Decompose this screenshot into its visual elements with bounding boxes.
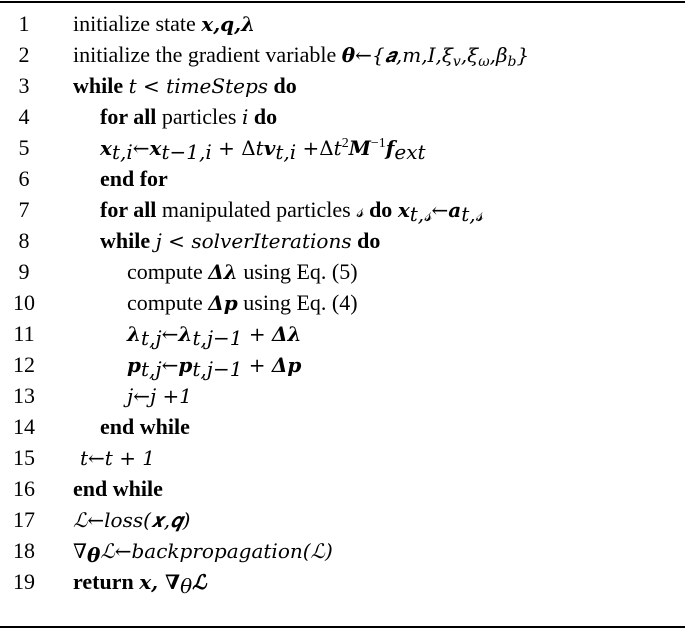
- keyword-do: do: [253, 104, 278, 129]
- delta-lambda: Δ𝝀: [208, 260, 238, 284]
- line-body: [80, 442, 155, 474]
- bottom-rule: [0, 626, 685, 628]
- keyword-return: return: [73, 569, 134, 594]
- line-body: $\nabla_𝜽ℒ\leftarrow 𝑏𝑎𝑐𝑘𝑝𝑟𝑜𝑝𝑎𝑔𝑎𝑡𝑖𝑜𝑛(ℒ)$: [73, 539, 333, 567]
- math-s: 𝓈: [356, 198, 364, 222]
- compute-text: compute: [127, 259, 203, 284]
- line-number: 5: [18, 135, 30, 160]
- keyword-for-all: for all: [100, 104, 157, 129]
- line-body: [127, 318, 302, 350]
- algorithm-line-7: [0, 194, 685, 225]
- keyword-end-while: end while: [73, 476, 163, 501]
- line-number: 7: [18, 197, 30, 222]
- loss-assignment: ℒ←𝑙𝑜𝑠𝑠(𝒙,𝒒): [73, 508, 191, 532]
- backprop-assignment: ℒ←𝑏𝑎𝑐𝑘𝑝𝑟𝑜𝑝𝑎𝑔𝑎𝑡𝑖𝑜𝑛(ℒ): [100, 539, 333, 563]
- line-body: [100, 101, 277, 133]
- nabla-symbol: ∇: [73, 539, 87, 563]
- line-number: 17: [13, 507, 35, 532]
- line-body: [73, 39, 529, 71]
- line-body: [73, 473, 163, 504]
- keyword-end-for: end for: [100, 166, 168, 191]
- algorithm-line-5: [0, 132, 685, 163]
- algorithm-line-8: [0, 225, 685, 256]
- math-i: 𝑖: [241, 105, 249, 129]
- keyword-while: while: [100, 228, 151, 253]
- line-number: 18: [13, 538, 35, 563]
- algorithm-line-1: [0, 8, 685, 39]
- line-number: 8: [18, 228, 30, 253]
- state-variables: 𝒙,𝒒,𝝀: [201, 12, 256, 36]
- keyword-for-all: for all: [100, 197, 157, 222]
- algorithm-line-12: [0, 349, 685, 380]
- line-number: 16: [13, 476, 35, 501]
- p-update-formula: 𝒑$_{t,j}$←𝒑$_{t,j-1}$ + Δ𝒑: [127, 353, 302, 381]
- line-body: [127, 256, 358, 288]
- line-number: 6: [18, 166, 30, 191]
- line-number: 9: [18, 259, 30, 284]
- line-number: 10: [13, 290, 35, 315]
- less-than: <: [136, 74, 167, 98]
- algorithm-line-4: [0, 101, 685, 132]
- keyword-while: while: [73, 73, 124, 98]
- delta-p: Δ𝒑: [208, 291, 238, 315]
- math-t: 𝑡: [128, 74, 137, 98]
- line-body: [100, 411, 190, 442]
- line-number: 1: [18, 11, 30, 36]
- algorithm-line-2: [0, 39, 685, 70]
- j-increment: 𝑗←𝑗 +1: [127, 384, 192, 408]
- line-body: [127, 349, 301, 381]
- keyword-do: do: [369, 197, 393, 222]
- keyword-do: do: [273, 73, 297, 98]
- compute-text: compute: [127, 290, 203, 315]
- position-update-formula: 𝒙$_{t,i}$←𝒙$_{t-1,i}$ + Δt𝒗$_{t,i}$ $+\Delta t^2𝑴^{-1}𝒇_{ext}$: [100, 136, 426, 164]
- line-number: 15: [13, 445, 35, 470]
- assign-arrow: ←: [355, 43, 372, 67]
- line-number: 19: [13, 569, 35, 594]
- line-number: 14: [13, 414, 35, 439]
- initialize-state-text: initialize state: [73, 11, 196, 36]
- line-body: [73, 8, 255, 40]
- less-than: <: [161, 229, 192, 253]
- manipulated-assignment: 𝒙$_{t,𝓈}$←𝒂$_{t,𝓈}$: [397, 198, 484, 226]
- line-number: 2: [18, 42, 30, 67]
- keyword-end-while: end while: [100, 414, 190, 439]
- line-number: 4: [18, 104, 30, 129]
- algorithm-line-15: [0, 442, 685, 473]
- math-timesteps: 𝑡𝑖𝑚𝑒𝑆𝑡𝑒𝑝𝑠: [166, 74, 269, 98]
- line-number: 12: [13, 352, 35, 377]
- line-number: 11: [13, 321, 35, 346]
- manipulated-particles-text: manipulated particles: [161, 197, 351, 222]
- line-body: [73, 504, 190, 536]
- algorithm-line-6: [0, 163, 685, 194]
- math-solver-iterations: 𝑠𝑜𝑙𝑣𝑒𝑟𝐼𝑡𝑒𝑟𝑎𝑡𝑖𝑜𝑛𝑠: [191, 229, 352, 253]
- algorithm-line-10: [0, 287, 685, 318]
- particles-text: particles: [161, 104, 237, 129]
- line-body: [100, 194, 483, 226]
- keyword-do: do: [357, 228, 381, 253]
- eq4-reference: using Eq. (4): [243, 290, 358, 315]
- line-body: return 𝒙, $\nabla_\theta ℒ$: [73, 569, 207, 598]
- line-body: [127, 287, 358, 319]
- algorithm-line-14: [0, 411, 685, 442]
- top-rule: [0, 1, 685, 3]
- initialize-gradient-text: initialize the gradient variable: [73, 42, 337, 67]
- algorithm-line-19: [0, 566, 685, 597]
- algorithm-line-11: [0, 318, 685, 349]
- algorithm-line-13: [0, 380, 685, 411]
- lambda-update-formula: 𝝀$_{t,j}$←𝝀$_{t,j-1}$ + Δ𝝀: [127, 322, 302, 350]
- line-body: [73, 70, 297, 102]
- math-j: 𝑗: [155, 229, 162, 253]
- algorithm-line-3: [0, 70, 685, 101]
- algorithm-line-9: [0, 256, 685, 287]
- line-body: [127, 380, 192, 412]
- theta-symbol: 𝜽: [341, 43, 356, 67]
- line-number: 3: [18, 73, 30, 98]
- gradient-set: {𝒂,𝑚,𝐼,𝜉$_v$,𝜉$_\omega$,𝛽$_b$}: [371, 43, 530, 70]
- t-increment: 𝑡←𝑡 + 1: [80, 446, 156, 470]
- loss-symbol: ℒ: [192, 570, 207, 594]
- line-body: [100, 163, 168, 194]
- algorithm-line-17: [0, 504, 685, 535]
- eq5-reference: using Eq. (5): [243, 259, 358, 284]
- line-body: [100, 132, 426, 164]
- algorithm-line-18: [0, 535, 685, 566]
- algorithm-line-16: [0, 473, 685, 504]
- return-values: 𝒙, ∇: [139, 570, 181, 594]
- line-body: [100, 225, 380, 257]
- line-number: 13: [13, 383, 35, 408]
